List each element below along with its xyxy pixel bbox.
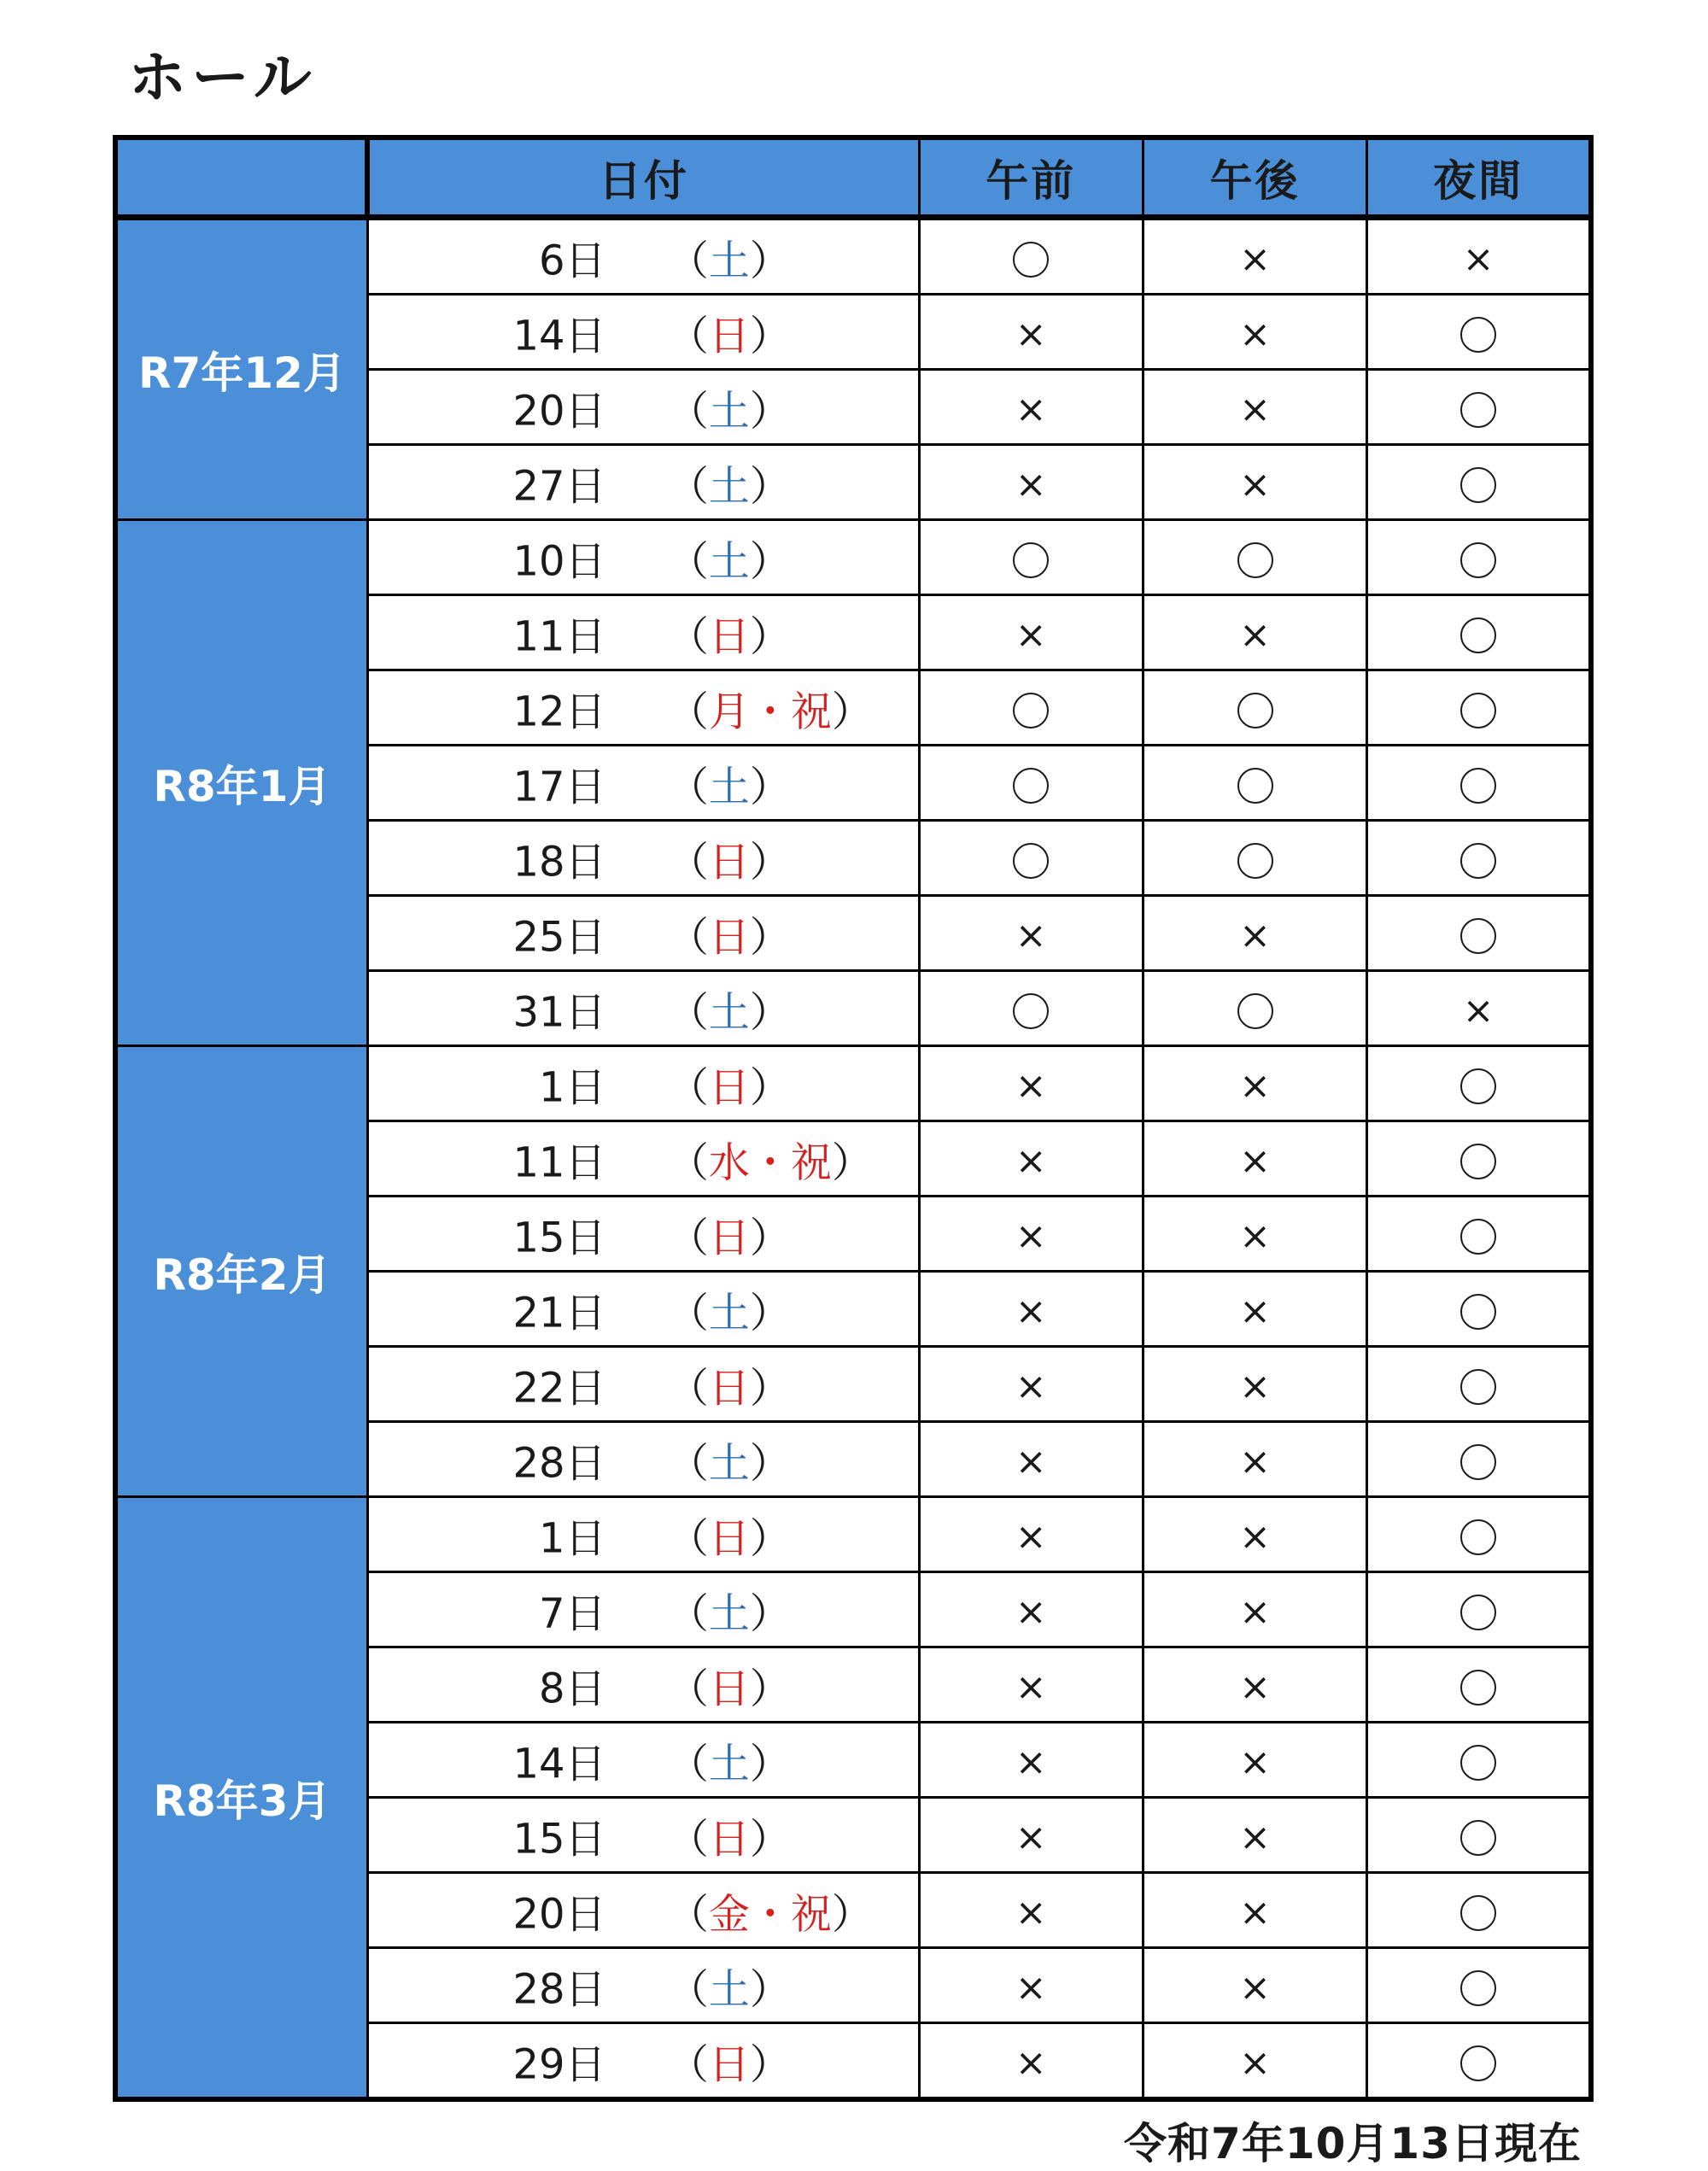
night-availability — [1367, 670, 1591, 746]
month-label: R8年2月 — [115, 1046, 367, 1497]
unavailable-cross-icon: × — [1239, 237, 1271, 281]
available-circle-icon — [1237, 843, 1273, 879]
day-number: 12日 — [512, 688, 606, 735]
date-cell — [367, 2023, 919, 2100]
table-row — [115, 1497, 1591, 1572]
as-of-date: 令和7年10月13日現在 — [1124, 2119, 1582, 2168]
day-number: 11日 — [512, 612, 606, 660]
unavailable-cross-icon: × — [1015, 1214, 1047, 1258]
night-availability — [1367, 1422, 1591, 1497]
night-availability — [1367, 1948, 1591, 2023]
table-row — [115, 1046, 1591, 1121]
weekday-text: 月・祝 — [708, 688, 832, 735]
weekday-text: 土 — [708, 1965, 750, 2013]
morning-availability — [919, 1272, 1143, 1347]
night-availability — [1367, 520, 1591, 595]
weekday-label: （日） — [667, 1063, 791, 1111]
month-label: R8年1月 — [115, 520, 367, 1046]
afternoon-availability — [1143, 971, 1366, 1046]
night-availability — [1367, 896, 1591, 971]
day-number: 14日 — [512, 1740, 606, 1788]
weekday-text: 土 — [708, 1289, 750, 1337]
weekday-label: （日） — [667, 1514, 791, 1562]
night-availability — [1367, 595, 1591, 670]
morning-availability — [919, 1497, 1143, 1572]
morning-availability — [919, 595, 1143, 670]
weekday-label: （日） — [667, 838, 791, 886]
morning-availability — [919, 1121, 1143, 1197]
day-number: 31日 — [512, 988, 606, 1036]
afternoon-availability — [1143, 218, 1366, 295]
unavailable-cross-icon: × — [1015, 463, 1047, 506]
date-cell — [367, 1046, 919, 1121]
weekday-label: （月・祝） — [667, 688, 873, 735]
morning-availability — [919, 746, 1143, 821]
available-circle-icon — [1460, 2045, 1496, 2081]
morning-availability — [919, 1347, 1143, 1422]
unavailable-cross-icon: × — [1239, 1139, 1271, 1183]
date-cell — [367, 520, 919, 595]
date-cell — [367, 821, 919, 896]
weekday-text: 土 — [708, 237, 750, 284]
weekday-text: 日 — [708, 312, 750, 360]
afternoon-availability — [1143, 1497, 1366, 1572]
available-circle-icon — [1460, 843, 1496, 879]
available-circle-icon — [1460, 617, 1496, 653]
weekday-text: 土 — [708, 387, 750, 435]
unavailable-cross-icon: × — [1015, 1891, 1047, 1934]
weekday-text: 日 — [708, 913, 750, 961]
date-cell — [367, 1497, 919, 1572]
available-circle-icon — [1460, 1144, 1496, 1179]
afternoon-availability — [1143, 670, 1366, 746]
afternoon-availability — [1143, 1046, 1366, 1121]
morning-availability — [919, 971, 1143, 1046]
weekday-label: （土） — [667, 1439, 791, 1487]
day-number: 1日 — [539, 1063, 606, 1111]
afternoon-availability — [1143, 520, 1366, 595]
morning-availability — [919, 1046, 1143, 1121]
unavailable-cross-icon: × — [1239, 1816, 1271, 1859]
available-circle-icon — [1013, 542, 1049, 578]
available-circle-icon — [1013, 993, 1049, 1029]
weekday-label: （土） — [667, 537, 791, 585]
day-number: 10日 — [512, 537, 606, 585]
weekday-text: 日 — [708, 1364, 750, 1412]
date-cell — [367, 1347, 919, 1422]
available-circle-icon — [1460, 1895, 1496, 1931]
availability-table — [113, 135, 1594, 2102]
morning-availability — [919, 1873, 1143, 1948]
morning-availability — [919, 1197, 1143, 1272]
night-availability — [1367, 295, 1591, 370]
unavailable-cross-icon: × — [1239, 388, 1271, 431]
table-body — [115, 218, 1591, 2100]
date-cell — [367, 896, 919, 971]
unavailable-cross-icon: × — [1239, 1440, 1271, 1483]
available-circle-icon — [1460, 1294, 1496, 1330]
unavailable-cross-icon: × — [1015, 1816, 1047, 1859]
day-number: 17日 — [512, 763, 606, 810]
afternoon-availability — [1143, 2023, 1366, 2100]
unavailable-cross-icon: × — [1015, 1665, 1047, 1709]
day-number: 18日 — [512, 838, 606, 886]
weekday-label: （日） — [667, 913, 791, 961]
weekday-text: 日 — [708, 838, 750, 886]
date-cell — [367, 971, 919, 1046]
day-number: 1日 — [539, 1514, 606, 1562]
afternoon-availability — [1143, 821, 1366, 896]
night-availability — [1367, 1647, 1591, 1723]
unavailable-cross-icon: × — [1015, 914, 1047, 957]
day-number: 29日 — [512, 2040, 606, 2088]
weekday-text: 土 — [708, 763, 750, 810]
weekday-label: （金・祝） — [667, 1890, 873, 1938]
afternoon-availability — [1143, 1197, 1366, 1272]
date-cell — [367, 218, 919, 295]
table-row — [115, 520, 1591, 595]
weekday-label: （日） — [667, 612, 791, 660]
weekday-text: 土 — [708, 1740, 750, 1788]
date-cell — [367, 1572, 919, 1647]
weekday-label: （日） — [667, 312, 791, 360]
available-circle-icon — [1460, 1444, 1496, 1480]
unavailable-cross-icon: × — [1239, 1590, 1271, 1634]
header-morning: 午前 — [919, 138, 1143, 218]
night-availability — [1367, 1272, 1591, 1347]
weekday-label: （土） — [667, 237, 791, 284]
date-cell — [367, 1272, 919, 1347]
header-month — [115, 138, 367, 218]
morning-availability — [919, 295, 1143, 370]
afternoon-availability — [1143, 1647, 1366, 1723]
unavailable-cross-icon: × — [1239, 613, 1271, 657]
weekday-text: 日 — [708, 2040, 750, 2088]
morning-availability — [919, 1572, 1143, 1647]
night-availability — [1367, 1497, 1591, 1572]
date-cell — [367, 1121, 919, 1197]
day-number: 27日 — [512, 462, 606, 510]
morning-availability — [919, 1723, 1143, 1798]
afternoon-availability — [1143, 370, 1366, 445]
available-circle-icon — [1237, 693, 1273, 729]
weekday-label: （日） — [667, 2040, 791, 2088]
unavailable-cross-icon: × — [1239, 1064, 1271, 1108]
unavailable-cross-icon: × — [1239, 1214, 1271, 1258]
day-number: 15日 — [512, 1214, 606, 1261]
available-circle-icon — [1460, 768, 1496, 804]
weekday-label: （土） — [667, 462, 791, 510]
morning-availability — [919, 1798, 1143, 1873]
weekday-text: 土 — [708, 988, 750, 1036]
night-availability — [1367, 2023, 1591, 2100]
afternoon-availability — [1143, 1572, 1366, 1647]
unavailable-cross-icon: × — [1015, 1741, 1047, 1784]
day-number: 20日 — [512, 1890, 606, 1938]
weekday-label: （日） — [667, 1665, 791, 1712]
available-circle-icon — [1460, 1595, 1496, 1630]
weekday-text: 日 — [708, 1214, 750, 1261]
available-circle-icon — [1460, 918, 1496, 954]
day-number: 11日 — [512, 1138, 606, 1186]
morning-availability — [919, 1422, 1143, 1497]
weekday-label: （土） — [667, 1740, 791, 1788]
morning-availability — [919, 520, 1143, 595]
available-circle-icon — [1460, 1820, 1496, 1856]
morning-availability — [919, 218, 1143, 295]
date-cell — [367, 746, 919, 821]
unavailable-cross-icon: × — [1239, 2041, 1271, 2085]
morning-availability — [919, 1647, 1143, 1723]
day-number: 14日 — [512, 312, 606, 360]
night-availability — [1367, 971, 1591, 1046]
morning-availability — [919, 2023, 1143, 2100]
day-number: 20日 — [512, 387, 606, 435]
weekday-label: （土） — [667, 763, 791, 810]
available-circle-icon — [1013, 768, 1049, 804]
weekday-text: 土 — [708, 1589, 750, 1637]
month-label: R7年12月 — [115, 218, 367, 520]
date-cell — [367, 1197, 919, 1272]
available-circle-icon — [1460, 1219, 1496, 1255]
weekday-text: 金・祝 — [708, 1890, 832, 1938]
day-number: 22日 — [512, 1364, 606, 1412]
unavailable-cross-icon: × — [1015, 1515, 1047, 1559]
weekday-text: 水・祝 — [708, 1138, 832, 1186]
afternoon-availability — [1143, 595, 1366, 670]
afternoon-availability — [1143, 445, 1366, 520]
afternoon-availability — [1143, 896, 1366, 971]
unavailable-cross-icon: × — [1015, 1365, 1047, 1408]
header-night: 夜間 — [1367, 138, 1591, 218]
day-number: 21日 — [512, 1289, 606, 1337]
morning-availability — [919, 821, 1143, 896]
available-circle-icon — [1460, 1068, 1496, 1104]
available-circle-icon — [1460, 392, 1496, 428]
weekday-text: 日 — [708, 1815, 750, 1863]
weekday-text: 土 — [708, 537, 750, 585]
unavailable-cross-icon: × — [1015, 1064, 1047, 1108]
unavailable-cross-icon: × — [1015, 388, 1047, 431]
unavailable-cross-icon: × — [1015, 313, 1047, 356]
unavailable-cross-icon: × — [1239, 463, 1271, 506]
weekday-label: （土） — [667, 1589, 791, 1637]
header-row — [115, 138, 1591, 218]
available-circle-icon — [1460, 1670, 1496, 1706]
unavailable-cross-icon: × — [1239, 1290, 1271, 1333]
night-availability — [1367, 445, 1591, 520]
available-circle-icon — [1460, 317, 1496, 353]
date-cell — [367, 1422, 919, 1497]
afternoon-availability — [1143, 295, 1366, 370]
weekday-text: 日 — [708, 1665, 750, 1712]
weekday-text: 土 — [708, 462, 750, 510]
weekday-text: 土 — [708, 1439, 750, 1487]
unavailable-cross-icon: × — [1462, 237, 1494, 281]
night-availability — [1367, 821, 1591, 896]
available-circle-icon — [1237, 993, 1273, 1029]
unavailable-cross-icon: × — [1015, 2041, 1047, 2085]
afternoon-availability — [1143, 1948, 1366, 2023]
night-availability — [1367, 746, 1591, 821]
weekday-label: （日） — [667, 1815, 791, 1863]
date-cell — [367, 295, 919, 370]
unavailable-cross-icon: × — [1015, 613, 1047, 657]
available-circle-icon — [1460, 693, 1496, 729]
morning-availability — [919, 896, 1143, 971]
table-row — [115, 218, 1591, 295]
morning-availability — [919, 1948, 1143, 2023]
day-number: 8日 — [539, 1665, 606, 1712]
available-circle-icon — [1460, 1745, 1496, 1781]
date-cell — [367, 1647, 919, 1723]
unavailable-cross-icon: × — [1239, 1891, 1271, 1934]
unavailable-cross-icon: × — [1239, 914, 1271, 957]
date-cell — [367, 1723, 919, 1798]
unavailable-cross-icon: × — [1015, 1590, 1047, 1634]
morning-availability — [919, 370, 1143, 445]
date-cell — [367, 670, 919, 746]
weekday-label: （土） — [667, 1965, 791, 2013]
day-number: 7日 — [539, 1589, 606, 1637]
date-cell — [367, 595, 919, 670]
available-circle-icon — [1460, 1369, 1496, 1405]
afternoon-availability — [1143, 1121, 1366, 1197]
night-availability — [1367, 1572, 1591, 1647]
afternoon-availability — [1143, 1272, 1366, 1347]
available-circle-icon — [1460, 1519, 1496, 1555]
afternoon-availability — [1143, 1347, 1366, 1422]
month-label: R8年3月 — [115, 1497, 367, 2100]
available-circle-icon — [1013, 693, 1049, 729]
date-cell — [367, 1798, 919, 1873]
date-cell — [367, 445, 919, 520]
night-availability — [1367, 218, 1591, 295]
night-availability — [1367, 1798, 1591, 1873]
page-title: ホール — [128, 44, 317, 112]
available-circle-icon — [1237, 768, 1273, 804]
weekday-text: 日 — [708, 1514, 750, 1562]
morning-availability — [919, 670, 1143, 746]
date-cell — [367, 1873, 919, 1948]
header-date: 日付 — [367, 138, 919, 218]
night-availability — [1367, 1197, 1591, 1272]
weekday-text: 日 — [708, 612, 750, 660]
unavailable-cross-icon: × — [1239, 1966, 1271, 2010]
afternoon-availability — [1143, 1798, 1366, 1873]
afternoon-availability — [1143, 1422, 1366, 1497]
morning-availability — [919, 445, 1143, 520]
unavailable-cross-icon: × — [1462, 989, 1494, 1033]
weekday-label: （水・祝） — [667, 1138, 873, 1186]
night-availability — [1367, 1046, 1591, 1121]
night-availability — [1367, 1873, 1591, 1948]
weekday-label: （土） — [667, 387, 791, 435]
day-number: 6日 — [539, 237, 606, 284]
available-circle-icon — [1013, 843, 1049, 879]
day-number: 28日 — [512, 1439, 606, 1487]
unavailable-cross-icon: × — [1239, 1665, 1271, 1709]
available-circle-icon — [1237, 542, 1273, 578]
weekday-text: 日 — [708, 1063, 750, 1111]
night-availability — [1367, 1121, 1591, 1197]
unavailable-cross-icon: × — [1239, 1741, 1271, 1784]
night-availability — [1367, 1347, 1591, 1422]
available-circle-icon — [1460, 467, 1496, 503]
weekday-label: （土） — [667, 1289, 791, 1337]
afternoon-availability — [1143, 1723, 1366, 1798]
day-number: 25日 — [512, 913, 606, 961]
available-circle-icon — [1460, 542, 1496, 578]
available-circle-icon — [1460, 1970, 1496, 2006]
day-number: 15日 — [512, 1815, 606, 1863]
day-number: 28日 — [512, 1965, 606, 2013]
unavailable-cross-icon: × — [1239, 313, 1271, 356]
unavailable-cross-icon: × — [1015, 1139, 1047, 1183]
unavailable-cross-icon: × — [1015, 1440, 1047, 1483]
afternoon-availability — [1143, 746, 1366, 821]
available-circle-icon — [1013, 242, 1049, 278]
night-availability — [1367, 370, 1591, 445]
unavailable-cross-icon: × — [1015, 1290, 1047, 1333]
header-afternoon: 午後 — [1143, 138, 1366, 218]
weekday-label: （土） — [667, 988, 791, 1036]
date-cell — [367, 370, 919, 445]
night-availability — [1367, 1723, 1591, 1798]
weekday-label: （日） — [667, 1214, 791, 1261]
unavailable-cross-icon: × — [1015, 1966, 1047, 2010]
unavailable-cross-icon: × — [1239, 1515, 1271, 1559]
unavailable-cross-icon: × — [1239, 1365, 1271, 1408]
afternoon-availability — [1143, 1873, 1366, 1948]
weekday-label: （日） — [667, 1364, 791, 1412]
date-cell — [367, 1948, 919, 2023]
